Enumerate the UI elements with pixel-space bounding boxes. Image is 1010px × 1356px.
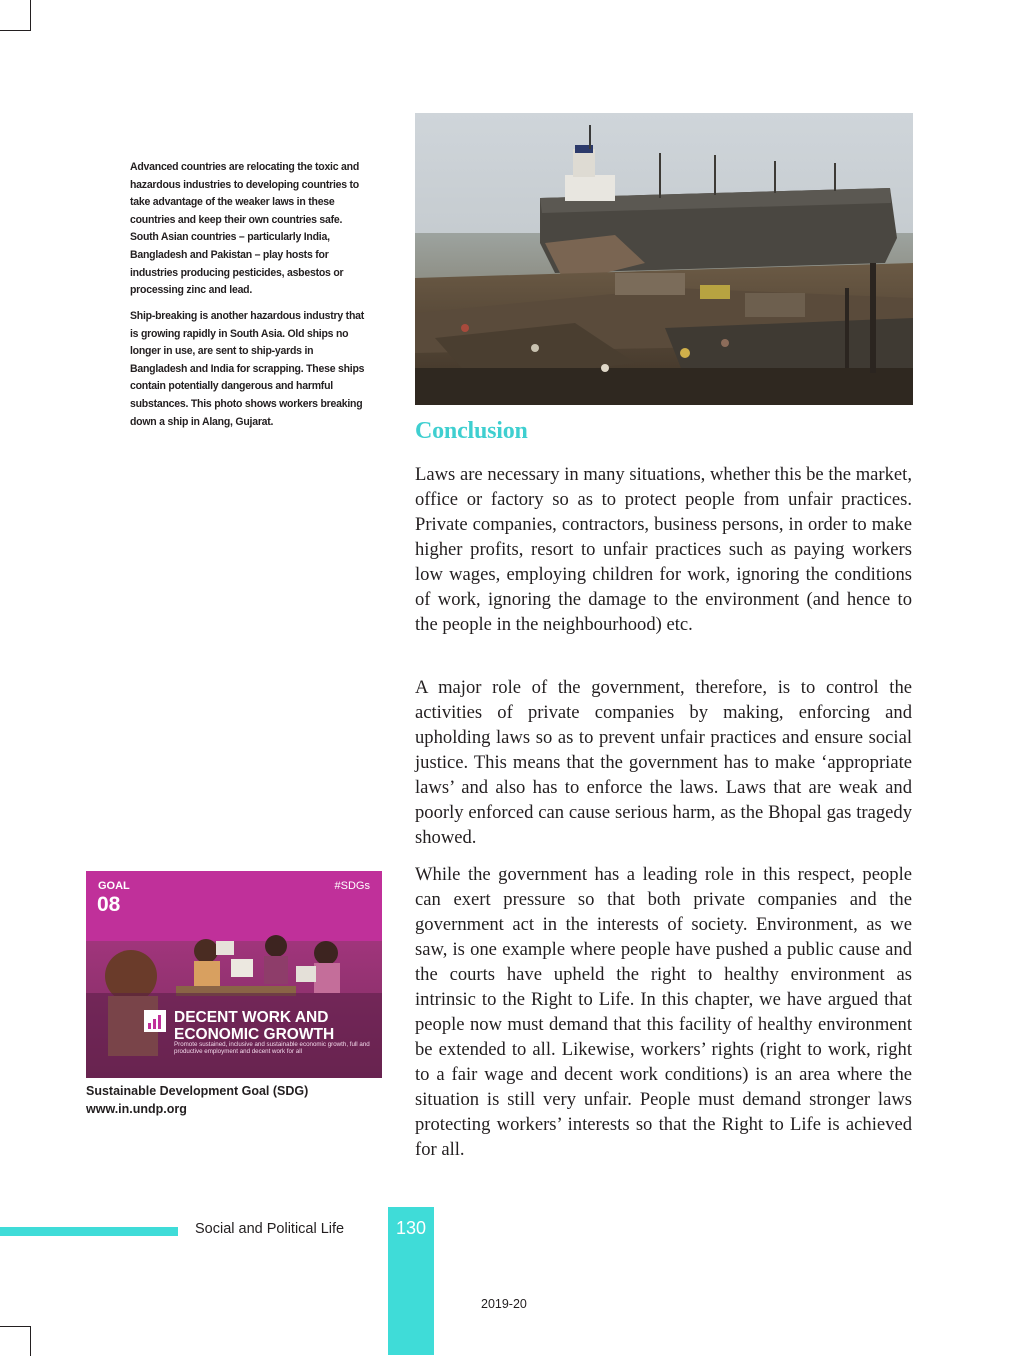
body-paragraph: Laws are necessary in many situations, whether this be the market, office or factory so as to protect people from unfair practices. Private companies, contractors, business persons, in order to make higher profits, resort to unfair practices such as paying workers low wages, employing children for work, ignoring the conditions of work, ignoring the damage to the environment (and hence to the people in the neighbourhood) etc. — [415, 464, 912, 635]
body-paragraph: While the government has a leading role in this respect, people can exert pressure so that both private companies and the government act in the interests of society. Environment, as we saw, is one example where people have pushed a public cause and the courts have upheld the right to healthy environment as intrinsic to the Right to Life. In this chapter, we have argued that people now must demand that this facility of healthy environment be extended to all. Likewise, workers’ rights (right to work, right to a fair wage and decent work conditions) is an area where the situation is still very unfair. People must demand stronger laws protecting workers’ interests so that the Right to Life is achieved for all. — [415, 864, 912, 1160]
sdg-goal-label: GOAL — [98, 880, 130, 892]
ship-breaking-photo — [415, 113, 913, 405]
sdg-caption-url: www.in.undp.org — [86, 1101, 187, 1116]
footer-year: 2019-20 — [481, 1297, 527, 1311]
sdg-title-line2: ECONOMIC GROWTH — [174, 1026, 335, 1043]
footer-accent-bar — [0, 1227, 178, 1236]
sdg-goal-number: 08 — [97, 893, 121, 916]
page-number: 130 — [395, 1218, 427, 1238]
sdg-caption — [86, 1083, 386, 1118]
sdg-title-line1: DECENT WORK AND — [174, 1009, 329, 1026]
section-heading: Conclusion — [415, 418, 528, 444]
sdg-hashtag: #SDGs — [334, 880, 370, 892]
sdg-caption-title: Sustainable Development Goal (SDG) — [86, 1084, 309, 1098]
crop-mark-top-left — [0, 0, 31, 31]
body-paragraph: A major role of the government, therefore, is to control the activities of private companies by making, enforcing and upholding laws so as to prevent unfair practices and ensure social justice. This means that the government has to make ‘appropriate laws’ and also has to enforce the laws. Laws that are weak and poorly enforced can cause serious harm, as the Bhopal gas tragedy showed. — [415, 677, 912, 848]
sidebar-paragraph-ship-breaking: Ship-breaking is another hazardous industry that is growing rapidly in South Asia. Old ships no longer in use, are sent to ship-yards in Bangladesh and India for scrapping. These ships contain potentially dangerous and harmful substances. This photo shows workers breaking down a ship in Alang, Gujarat. — [130, 310, 365, 428]
crop-mark-bottom-left — [0, 1326, 31, 1356]
footer-book-title: Social and Political Life — [195, 1221, 345, 1237]
sidebar-paragraph-relocation: Advanced countries are relocating the toxic and hazardous industries to developing countries to take advantage of the weaker laws in these countries and keep their own countries safe. South Asian countries – particularly India, Bangladesh and Pakistan – play hosts for industries producing pesticides, asbestos or processing zinc and lead. — [130, 161, 360, 297]
sdg-goal-8-image — [86, 871, 382, 1078]
sdg-subtitle: Promote sustained, inclusive and sustainable economic growth, full and productive employment and decent work for all — [174, 1041, 370, 1056]
